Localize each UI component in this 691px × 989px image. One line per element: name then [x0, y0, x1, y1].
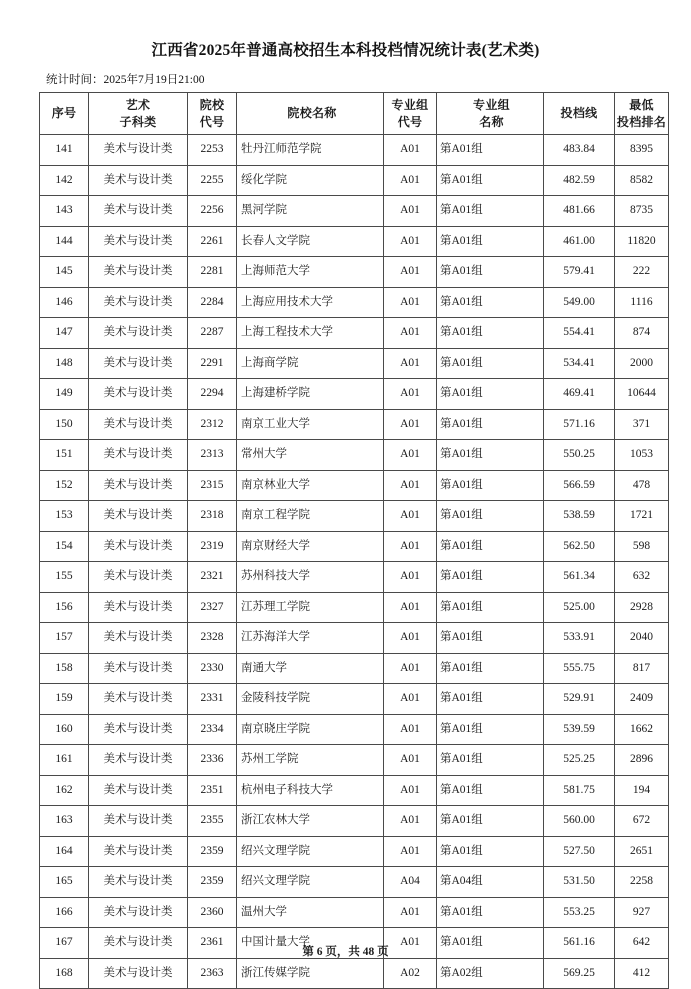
column-header-line1: 院校名称 — [287, 106, 337, 121]
column-header-line2: 代号 — [199, 114, 225, 129]
column-header-line2: 代号 — [397, 114, 423, 129]
table-row — [40, 135, 669, 166]
cell-school-name: 南京晓庄学院 — [237, 714, 384, 745]
cell-school-code: 2291 — [188, 348, 237, 379]
column-header-line1: 投档线 — [560, 106, 598, 121]
column-header-line2: 投档排名 — [616, 114, 667, 129]
cell-school-name: 杭州电子科技大学 — [237, 775, 384, 806]
cell-score-line: 579.41 — [544, 257, 615, 288]
cell-subcategory: 美术与设计类 — [89, 135, 188, 166]
cell-school-name: 南京工业大学 — [237, 409, 384, 440]
cell-school-name: 绥化学院 — [237, 165, 384, 196]
cell-school-code: 2331 — [188, 684, 237, 715]
cell-school-code: 2363 — [188, 958, 237, 989]
cell-index: 143 — [40, 196, 89, 227]
cell-school-name: 浙江传媒学院 — [237, 958, 384, 989]
cell-score-line: 550.25 — [544, 440, 615, 471]
cell-subcategory: 美术与设计类 — [89, 348, 188, 379]
cell-school-name: 南京林业大学 — [237, 470, 384, 501]
cell-score-line: 569.25 — [544, 958, 615, 989]
table-row — [40, 470, 669, 501]
cell-min-rank: 2651 — [615, 836, 669, 867]
table-row — [40, 562, 669, 593]
cell-score-line: 562.50 — [544, 531, 615, 562]
cell-subcategory: 美术与设计类 — [89, 714, 188, 745]
table-header-row — [40, 93, 669, 135]
table-body — [40, 135, 669, 989]
cell-group-name: 第A01组 — [437, 287, 544, 318]
admission-score-table — [39, 92, 669, 989]
cell-group-name: 第A01组 — [437, 684, 544, 715]
cell-subcategory: 美术与设计类 — [89, 409, 188, 440]
table-row — [40, 592, 669, 623]
table-row — [40, 806, 669, 837]
cell-subcategory: 美术与设计类 — [89, 379, 188, 410]
cell-school-name: 浙江农林大学 — [237, 806, 384, 837]
cell-group-code: A01 — [384, 714, 437, 745]
cell-group-code: A01 — [384, 470, 437, 501]
cell-school-name: 上海师范大学 — [237, 257, 384, 288]
cell-school-code: 2287 — [188, 318, 237, 349]
table-row — [40, 318, 669, 349]
cell-group-code: A02 — [384, 958, 437, 989]
cell-index: 167 — [40, 928, 89, 959]
cell-school-code: 2315 — [188, 470, 237, 501]
cell-group-code: A01 — [384, 592, 437, 623]
cell-group-name: 第A01组 — [437, 440, 544, 471]
cell-school-code: 2328 — [188, 623, 237, 654]
cell-group-name: 第A01组 — [437, 928, 544, 959]
cell-score-line: 533.91 — [544, 623, 615, 654]
cell-subcategory: 美术与设计类 — [89, 562, 188, 593]
cell-index: 153 — [40, 501, 89, 532]
table-row — [40, 226, 669, 257]
cell-score-line: 561.16 — [544, 928, 615, 959]
cell-school-code: 2359 — [188, 836, 237, 867]
cell-subcategory: 美术与设计类 — [89, 745, 188, 776]
cell-min-rank: 927 — [615, 897, 669, 928]
column-header-group-code — [384, 93, 437, 135]
cell-school-name: 常州大学 — [237, 440, 384, 471]
cell-score-line: 539.59 — [544, 714, 615, 745]
column-header-school-name — [237, 93, 384, 135]
cell-group-code: A01 — [384, 287, 437, 318]
column-header-line1: 院校 — [199, 98, 225, 113]
cell-subcategory: 美术与设计类 — [89, 867, 188, 898]
cell-school-name: 绍兴文理学院 — [237, 867, 384, 898]
cell-min-rank: 11820 — [615, 226, 669, 257]
cell-group-code: A01 — [384, 226, 437, 257]
cell-group-name: 第A01组 — [437, 592, 544, 623]
cell-score-line: 525.00 — [544, 592, 615, 623]
cell-index: 151 — [40, 440, 89, 471]
column-header-line1: 艺术 — [125, 98, 151, 113]
statistics-time-label: 统计时间：2025年7月19日21:00 — [46, 74, 205, 86]
table-row — [40, 501, 669, 532]
cell-score-line: 525.25 — [544, 745, 615, 776]
cell-group-name: 第A01组 — [437, 196, 544, 227]
cell-subcategory: 美术与设计类 — [89, 653, 188, 684]
cell-score-line: 571.16 — [544, 409, 615, 440]
cell-min-rank: 2000 — [615, 348, 669, 379]
cell-group-name: 第A01组 — [437, 501, 544, 532]
column-header-group-name — [437, 93, 544, 135]
cell-school-code: 2312 — [188, 409, 237, 440]
table-row — [40, 623, 669, 654]
cell-group-code: A01 — [384, 897, 437, 928]
cell-group-code: A01 — [384, 623, 437, 654]
cell-min-rank: 2258 — [615, 867, 669, 898]
cell-score-line: 534.41 — [544, 348, 615, 379]
cell-subcategory: 美术与设计类 — [89, 165, 188, 196]
cell-subcategory: 美术与设计类 — [89, 196, 188, 227]
cell-group-name: 第A01组 — [437, 623, 544, 654]
cell-score-line: 461.00 — [544, 226, 615, 257]
cell-index: 152 — [40, 470, 89, 501]
cell-group-code: A01 — [384, 684, 437, 715]
table-row — [40, 714, 669, 745]
cell-index: 168 — [40, 958, 89, 989]
cell-index: 155 — [40, 562, 89, 593]
cell-school-code: 2360 — [188, 897, 237, 928]
cell-subcategory: 美术与设计类 — [89, 257, 188, 288]
cell-min-rank: 1721 — [615, 501, 669, 532]
cell-school-name: 苏州工学院 — [237, 745, 384, 776]
cell-score-line: 560.00 — [544, 806, 615, 837]
cell-group-code: A01 — [384, 440, 437, 471]
cell-group-name: 第A01组 — [437, 562, 544, 593]
cell-index: 160 — [40, 714, 89, 745]
cell-group-code: A01 — [384, 836, 437, 867]
cell-school-code: 2313 — [188, 440, 237, 471]
cell-school-name: 牡丹江师范学院 — [237, 135, 384, 166]
cell-index: 146 — [40, 287, 89, 318]
cell-group-code: A04 — [384, 867, 437, 898]
table-row — [40, 958, 669, 989]
cell-group-name: 第A01组 — [437, 409, 544, 440]
cell-index: 144 — [40, 226, 89, 257]
cell-school-code: 2336 — [188, 745, 237, 776]
cell-subcategory: 美术与设计类 — [89, 958, 188, 989]
cell-index: 164 — [40, 836, 89, 867]
cell-score-line: 482.59 — [544, 165, 615, 196]
table-row — [40, 653, 669, 684]
cell-min-rank: 1662 — [615, 714, 669, 745]
cell-group-name: 第A01组 — [437, 470, 544, 501]
cell-school-name: 南通大学 — [237, 653, 384, 684]
table-header — [40, 93, 669, 135]
cell-school-code: 2284 — [188, 287, 237, 318]
cell-group-name: 第A04组 — [437, 867, 544, 898]
table-row — [40, 897, 669, 928]
cell-school-code: 2261 — [188, 226, 237, 257]
cell-group-code: A01 — [384, 318, 437, 349]
cell-index: 154 — [40, 531, 89, 562]
cell-group-name: 第A01组 — [437, 348, 544, 379]
cell-score-line: 529.91 — [544, 684, 615, 715]
cell-score-line: 555.75 — [544, 653, 615, 684]
cell-group-name: 第A01组 — [437, 775, 544, 806]
cell-min-rank: 412 — [615, 958, 669, 989]
cell-min-rank: 1116 — [615, 287, 669, 318]
cell-min-rank: 672 — [615, 806, 669, 837]
cell-min-rank: 2896 — [615, 745, 669, 776]
cell-school-code: 2253 — [188, 135, 237, 166]
cell-school-name: 绍兴文理学院 — [237, 836, 384, 867]
cell-subcategory: 美术与设计类 — [89, 531, 188, 562]
cell-group-code: A01 — [384, 165, 437, 196]
cell-score-line: 531.50 — [544, 867, 615, 898]
cell-school-name: 苏州科技大学 — [237, 562, 384, 593]
column-header-line2: 名称 — [479, 114, 504, 129]
cell-group-code: A01 — [384, 928, 437, 959]
table-row — [40, 836, 669, 867]
cell-school-code: 2319 — [188, 531, 237, 562]
cell-subcategory: 美术与设计类 — [89, 592, 188, 623]
cell-index: 166 — [40, 897, 89, 928]
cell-subcategory: 美术与设计类 — [89, 470, 188, 501]
cell-min-rank: 8735 — [615, 196, 669, 227]
cell-school-name: 江苏海洋大学 — [237, 623, 384, 654]
cell-group-name: 第A01组 — [437, 531, 544, 562]
cell-min-rank: 194 — [615, 775, 669, 806]
cell-subcategory: 美术与设计类 — [89, 928, 188, 959]
cell-index: 157 — [40, 623, 89, 654]
cell-group-name: 第A01组 — [437, 379, 544, 410]
cell-school-code: 2256 — [188, 196, 237, 227]
cell-school-code: 2330 — [188, 653, 237, 684]
cell-group-name: 第A01组 — [437, 897, 544, 928]
cell-subcategory: 美术与设计类 — [89, 440, 188, 471]
cell-min-rank: 632 — [615, 562, 669, 593]
cell-school-code: 2255 — [188, 165, 237, 196]
table-row — [40, 684, 669, 715]
cell-school-code: 2327 — [188, 592, 237, 623]
table-row — [40, 775, 669, 806]
cell-subcategory: 美术与设计类 — [89, 897, 188, 928]
cell-group-name: 第A02组 — [437, 958, 544, 989]
table-row — [40, 867, 669, 898]
cell-school-name: 上海应用技术大学 — [237, 287, 384, 318]
table-row — [40, 165, 669, 196]
table-row — [40, 257, 669, 288]
cell-school-code: 2281 — [188, 257, 237, 288]
cell-index: 162 — [40, 775, 89, 806]
cell-group-code: A01 — [384, 196, 437, 227]
cell-score-line: 483.84 — [544, 135, 615, 166]
cell-group-code: A01 — [384, 775, 437, 806]
cell-group-name: 第A01组 — [437, 836, 544, 867]
cell-score-line: 566.59 — [544, 470, 615, 501]
cell-school-code: 2294 — [188, 379, 237, 410]
cell-score-line: 553.25 — [544, 897, 615, 928]
cell-school-name: 长春人文学院 — [237, 226, 384, 257]
cell-score-line: 527.50 — [544, 836, 615, 867]
cell-score-line: 469.41 — [544, 379, 615, 410]
cell-school-code: 2355 — [188, 806, 237, 837]
cell-min-rank: 2409 — [615, 684, 669, 715]
page-title: 江西省2025年普通高校招生本科投档情况统计表(艺术类) — [151, 42, 540, 59]
cell-index: 150 — [40, 409, 89, 440]
table-row — [40, 409, 669, 440]
cell-min-rank: 10644 — [615, 379, 669, 410]
table-row — [40, 440, 669, 471]
cell-min-rank: 8582 — [615, 165, 669, 196]
cell-subcategory: 美术与设计类 — [89, 806, 188, 837]
cell-group-code: A01 — [384, 379, 437, 410]
cell-index: 156 — [40, 592, 89, 623]
cell-school-name: 上海工程技术大学 — [237, 318, 384, 349]
cell-subcategory: 美术与设计类 — [89, 684, 188, 715]
cell-group-name: 第A01组 — [437, 653, 544, 684]
cell-score-line: 538.59 — [544, 501, 615, 532]
cell-index: 161 — [40, 745, 89, 776]
cell-school-name: 温州大学 — [237, 897, 384, 928]
cell-school-name: 上海商学院 — [237, 348, 384, 379]
cell-school-code: 2351 — [188, 775, 237, 806]
cell-group-name: 第A01组 — [437, 745, 544, 776]
cell-group-code: A01 — [384, 501, 437, 532]
cell-score-line: 554.41 — [544, 318, 615, 349]
cell-min-rank: 1053 — [615, 440, 669, 471]
cell-subcategory: 美术与设计类 — [89, 501, 188, 532]
cell-school-name: 上海建桥学院 — [237, 379, 384, 410]
cell-subcategory: 美术与设计类 — [89, 836, 188, 867]
cell-index: 141 — [40, 135, 89, 166]
cell-school-code: 2359 — [188, 867, 237, 898]
column-header-line1: 专业组 — [391, 98, 429, 113]
cell-min-rank: 8395 — [615, 135, 669, 166]
cell-group-code: A01 — [384, 348, 437, 379]
cell-school-code: 2334 — [188, 714, 237, 745]
cell-min-rank: 2040 — [615, 623, 669, 654]
cell-group-name: 第A01组 — [437, 714, 544, 745]
cell-group-code: A01 — [384, 745, 437, 776]
cell-group-code: A01 — [384, 531, 437, 562]
cell-index: 158 — [40, 653, 89, 684]
cell-min-rank: 371 — [615, 409, 669, 440]
cell-school-name: 中国计量大学 — [237, 928, 384, 959]
cell-school-name: 金陵科技学院 — [237, 684, 384, 715]
table-row — [40, 531, 669, 562]
cell-group-code: A01 — [384, 562, 437, 593]
cell-school-code: 2321 — [188, 562, 237, 593]
column-header-line1: 专业组 — [473, 98, 510, 113]
cell-index: 159 — [40, 684, 89, 715]
cell-subcategory: 美术与设计类 — [89, 318, 188, 349]
cell-group-code: A01 — [384, 135, 437, 166]
cell-min-rank: 642 — [615, 928, 669, 959]
cell-index: 149 — [40, 379, 89, 410]
cell-score-line: 549.00 — [544, 287, 615, 318]
cell-index: 142 — [40, 165, 89, 196]
table-row — [40, 348, 669, 379]
cell-school-code: 2318 — [188, 501, 237, 532]
cell-score-line: 481.66 — [544, 196, 615, 227]
cell-index: 148 — [40, 348, 89, 379]
table-row — [40, 196, 669, 227]
cell-group-name: 第A01组 — [437, 165, 544, 196]
cell-subcategory: 美术与设计类 — [89, 775, 188, 806]
cell-school-name: 南京财经大学 — [237, 531, 384, 562]
cell-index: 147 — [40, 318, 89, 349]
cell-index: 145 — [40, 257, 89, 288]
table-row — [40, 287, 669, 318]
cell-min-rank: 874 — [615, 318, 669, 349]
cell-min-rank: 598 — [615, 531, 669, 562]
column-header-line1: 最低 — [629, 98, 654, 113]
column-header-index — [40, 93, 89, 135]
cell-score-line: 581.75 — [544, 775, 615, 806]
column-header-subcategory — [89, 93, 188, 135]
column-header-line2: 子科类 — [119, 114, 157, 129]
cell-group-name: 第A01组 — [437, 318, 544, 349]
cell-group-code: A01 — [384, 257, 437, 288]
cell-min-rank: 2928 — [615, 592, 669, 623]
cell-group-code: A01 — [384, 806, 437, 837]
column-header-min-rank — [615, 93, 669, 135]
cell-school-name: 江苏理工学院 — [237, 592, 384, 623]
cell-min-rank: 817 — [615, 653, 669, 684]
cell-subcategory: 美术与设计类 — [89, 226, 188, 257]
table-row — [40, 745, 669, 776]
cell-group-name: 第A01组 — [437, 226, 544, 257]
cell-school-name: 南京工程学院 — [237, 501, 384, 532]
cell-min-rank: 222 — [615, 257, 669, 288]
cell-group-name: 第A01组 — [437, 135, 544, 166]
cell-group-name: 第A01组 — [437, 257, 544, 288]
cell-score-line: 561.34 — [544, 562, 615, 593]
column-header-school-code — [188, 93, 237, 135]
cell-group-code: A01 — [384, 653, 437, 684]
cell-group-name: 第A01组 — [437, 806, 544, 837]
cell-index: 165 — [40, 867, 89, 898]
column-header-line1: 序号 — [51, 106, 77, 121]
cell-subcategory: 美术与设计类 — [89, 623, 188, 654]
cell-min-rank: 478 — [615, 470, 669, 501]
cell-school-code: 2361 — [188, 928, 237, 959]
cell-school-name: 黑河学院 — [237, 196, 384, 227]
cell-index: 163 — [40, 806, 89, 837]
cell-subcategory: 美术与设计类 — [89, 287, 188, 318]
cell-group-code: A01 — [384, 409, 437, 440]
table-row — [40, 379, 669, 410]
column-header-score-line — [544, 93, 615, 135]
page-footer: 第 6 页，共 48 页 — [302, 946, 389, 958]
